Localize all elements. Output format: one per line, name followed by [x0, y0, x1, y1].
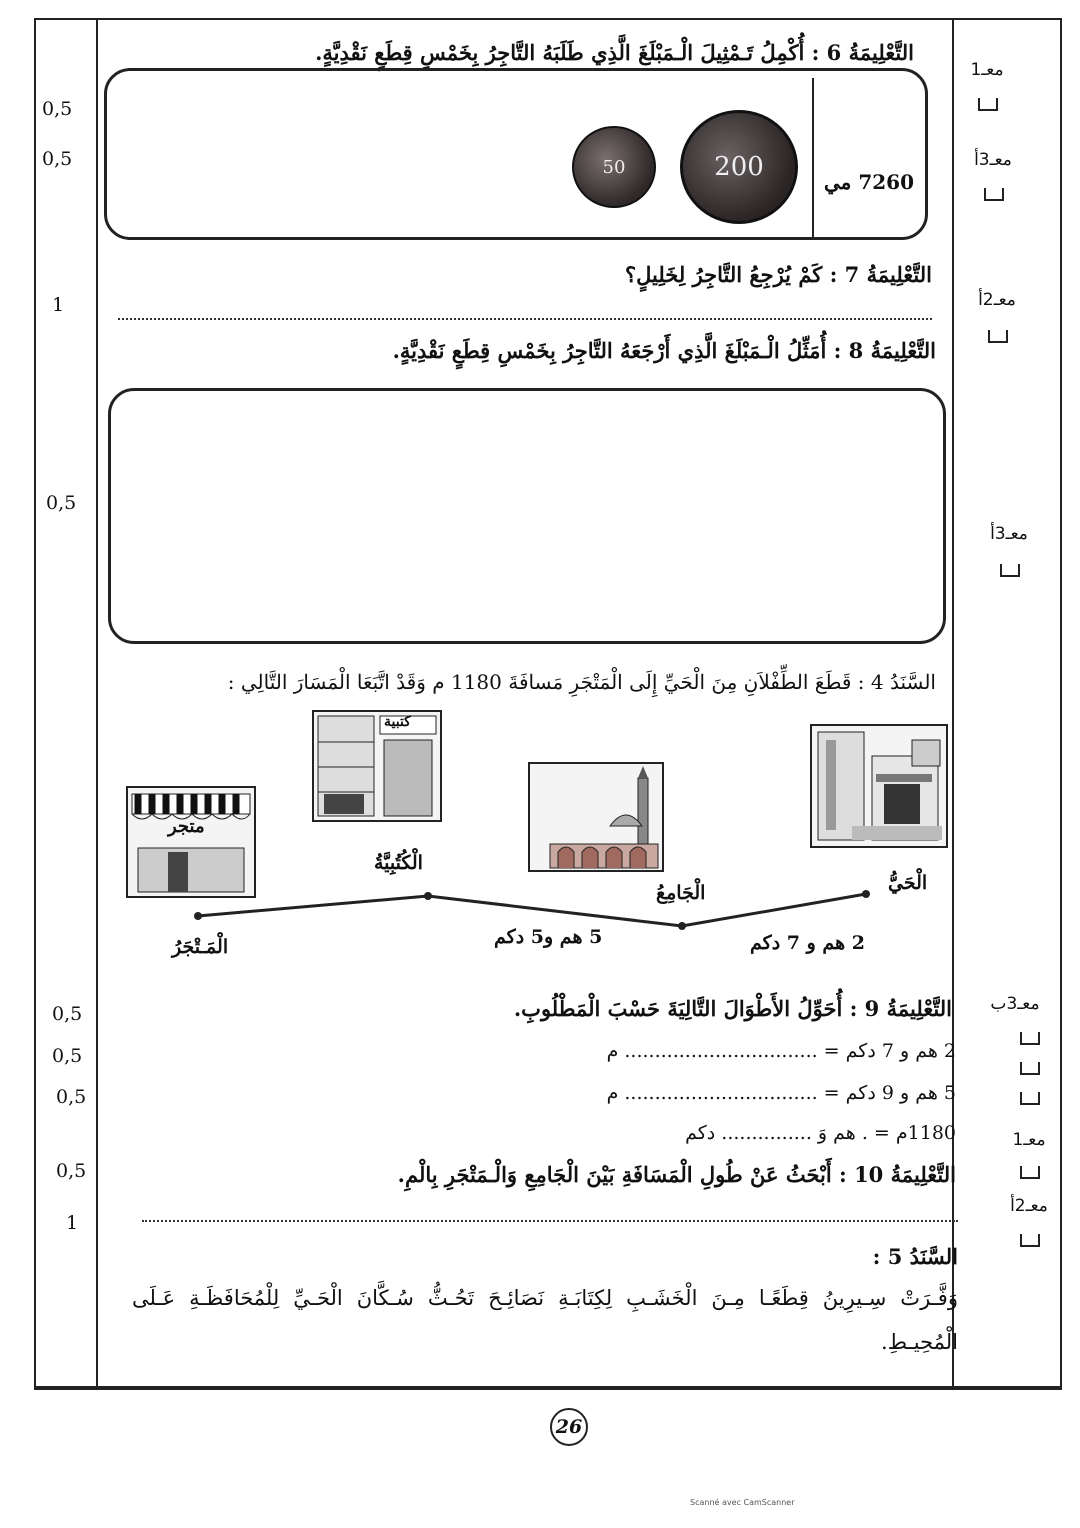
- q9-line-2[interactable]: 5 هم و 9 دكم = ................................ م: [606, 1082, 956, 1104]
- segment-mosque-bookshop: 5 هم و5 دكم: [494, 926, 603, 948]
- criterion-q9: معـ3ب: [990, 994, 1040, 1014]
- score-q7: 1: [52, 294, 65, 316]
- sanad5-text: وَفَّـرَتْ سِـيرِينُ قِطَعًـا مِـنَ الْخَشَـبِ لِكِتَابَـةِ نَصَائِـحَ تَحُـثُّ سُـكَّانَ الْحَـيِّ لِلْمُحَافَظَـةِ عَـلَى الْمُحِيـطِ.: [132, 1286, 958, 1354]
- label-mosque: الْجَامِعُ: [656, 882, 706, 904]
- route-point-store: [194, 912, 202, 920]
- sanad4-text: السَّنَدُ 4 : قَطَعَ الطِّفْلاَنِ مِنَ الْحَيِّ إِلَى الْمَتْجَرِ مَسافَةَ 1180 م وَقَدْ اتَّبَعَا الْمَسَارَ التَّالِي :: [227, 670, 936, 694]
- score-q6b: 0,5: [42, 148, 73, 170]
- score-q10: 0,5: [56, 1160, 87, 1182]
- scanner-footer: Scanné avec CamScanner: [690, 1498, 795, 1507]
- checkbox-q9a[interactable]: [1020, 1032, 1040, 1045]
- store-sign: متجر: [168, 816, 205, 837]
- segment-neighborhood-mosque: 2 هم و 7 دكم: [750, 932, 865, 954]
- q9-instruction: التَّعْلِيمَةُ 9 : أُحَوِّلُ الأَطْوَالَ التَّالِيَةَ حَسْبَ الْمَطْلُوبِ.: [513, 996, 952, 1021]
- criterion-q6b: معـ3أ: [974, 150, 1012, 170]
- page-number: 26: [550, 1408, 588, 1446]
- checkbox-q9c[interactable]: [1020, 1092, 1040, 1105]
- checkbox-q10b[interactable]: [1020, 1234, 1040, 1247]
- score-q10b: 1: [66, 1212, 79, 1234]
- criterion-q6a: معـ1: [970, 60, 1004, 80]
- criterion-q8: معـ3أ: [990, 524, 1028, 544]
- criterion-q10a: معـ1: [1012, 1130, 1046, 1150]
- score-q9b: 0,5: [52, 1045, 83, 1067]
- checkbox-q9b[interactable]: [1020, 1062, 1040, 1075]
- coin-50: 50: [572, 126, 656, 208]
- coin-200: 200: [680, 110, 798, 224]
- checkbox-q10a[interactable]: [1020, 1166, 1040, 1179]
- q7-instruction: التَّعْلِيمَةُ 7 : كَمْ يُرْجِعُ التَّاجِرُ لِخَلِيلٍ؟: [624, 262, 932, 287]
- criterion-q7: معـ2أ: [978, 290, 1016, 310]
- score-q9c: 0,5: [56, 1086, 87, 1108]
- q10-instruction: التَّعْلِيمَةُ 10 : أَبْحَثُ عَنْ طُولِ الْمَسَافَةِ بَيْنَ الْجَامِعِ وَالْـمَتْجَرِ بِالْمِ.: [397, 1162, 956, 1187]
- q9-line-3[interactable]: 1180م = . هم وَ ............... دكم: [685, 1122, 956, 1144]
- q9-line-1[interactable]: 2 هم و 7 دكم = ................................ م: [606, 1040, 956, 1062]
- route-point-neighborhood: [862, 890, 870, 898]
- sanad5-title: السَّنَدُ 5 :: [872, 1244, 958, 1269]
- q8-instruction: التَّعْلِيمَةُ 8 : أُمَثِّلُ الْـمَبْلَغَ الَّذِي أَرْجَعَهُ التَّاجِرُ بِخَمْسِ قِطَعٍ نَقْدِيَّةٍ.: [392, 338, 936, 363]
- route-point-mosque: [678, 922, 686, 930]
- criterion-q10b: معـ2أ: [1010, 1196, 1048, 1216]
- score-q9a: 0,5: [52, 1003, 83, 1025]
- q10-answer-line[interactable]: [142, 1220, 958, 1222]
- bookshop-sign: كتبية: [384, 714, 411, 730]
- q6-amount: 7260 مي: [823, 170, 914, 194]
- score-q8: 0,5: [46, 492, 77, 514]
- score-q6a: 0,5: [42, 98, 73, 120]
- label-neighborhood: الْحَيُّ: [888, 872, 928, 894]
- q6-instruction: التَّعْلِيمَةُ 6 : أُكْمِلُ تَـمْثِيلَ الْـمَبْلَغَ الَّذِي طَلَبَهُ التَّاجِرُ بِخَمْسِ قِطَعٍ نَقْدِيَّةٍ.: [315, 40, 914, 65]
- route-point-bookshop: [424, 892, 432, 900]
- label-bookshop: الْكُتُبِيَّةُ: [374, 852, 423, 874]
- label-store: الْمَـتْجَرُ: [172, 936, 229, 958]
